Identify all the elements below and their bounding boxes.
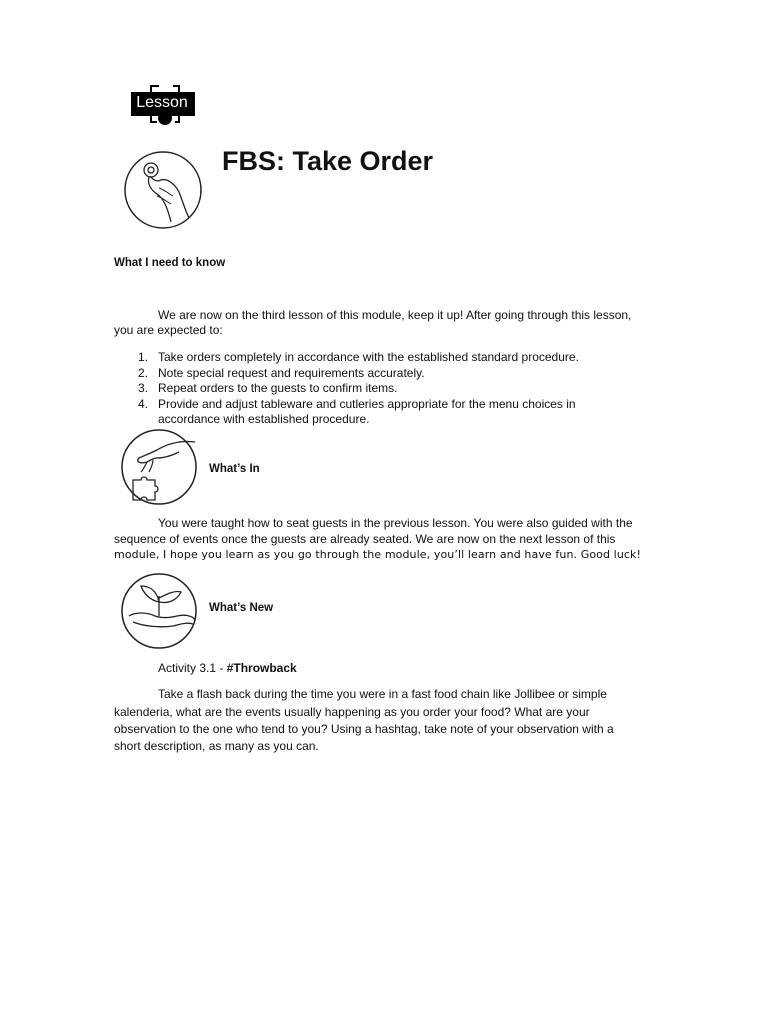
list-item-number: 2.: [138, 365, 149, 380]
list-item-number: 1.: [138, 350, 149, 364]
whats-in-line-2: sequence of events once the guests are already seated. We are now on the next lesson of this: [114, 532, 616, 546]
whats-new-line-3: observation to the one who tend to you? Using a hashtag, take note of your observation with a: [114, 722, 614, 736]
activity-name: #Throwback: [226, 661, 297, 675]
whats-new-line-4: short description, as many as you can.: [114, 739, 319, 753]
whats-new-line-2: kalenderia, what are the events usually happening as you order your food? What are your: [114, 705, 590, 719]
list-item-text: Note special request and requirements accurately.: [158, 365, 425, 380]
list-item-text: Take orders completely in accordance with the established standard procedure.: [158, 350, 579, 364]
activity-title: [158, 660, 297, 676]
lesson-badge-label: Lesson: [136, 94, 188, 111]
page-title: FBS: Take Order: [222, 146, 434, 176]
whats-new-line-1: Take a flash back during the time you were in a fast food chain like Jollibee or simple: [158, 687, 607, 701]
list-item: [114, 397, 670, 428]
list-item: [114, 350, 670, 366]
list-item-number: 4.: [138, 396, 149, 411]
section-heading-whats-in: What’s In: [209, 463, 260, 475]
objectives-list: [114, 350, 670, 428]
list-item: [114, 366, 670, 382]
list-item-text: Provide and adjust tableware and cutleries appropriate for the menu choices in: [158, 396, 576, 411]
puzzle-hand-icon: [119, 428, 199, 506]
whats-in-line-3: module, I hope you learn as you go through the module, you’ll learn and have fun. Good luck!: [114, 548, 642, 561]
section-heading-whats-new: What’s New: [209, 602, 274, 614]
intro-line-2: you are expected to:: [114, 323, 223, 337]
list-item-text-continued: accordance with established procedure.: [158, 412, 370, 426]
intro-line-1: We are now on the third lesson of this module, keep it up! After going through this lesson,: [158, 308, 632, 322]
lesson-badge: [131, 84, 193, 124]
list-item-text: Repeat orders to the guests to confirm items.: [158, 381, 398, 395]
activity-prefix: Activity 3.1 -: [158, 661, 227, 675]
list-item: [114, 381, 670, 397]
pointing-hand-icon: [123, 150, 203, 230]
section-heading-need-to-know: What I need to know: [114, 257, 226, 269]
seedling-hand-icon: [119, 572, 199, 650]
list-item-number: 3.: [138, 381, 149, 395]
whats-in-line-1: You were taught how to seat guests in the previous lesson. You were also guided with the: [158, 516, 633, 530]
